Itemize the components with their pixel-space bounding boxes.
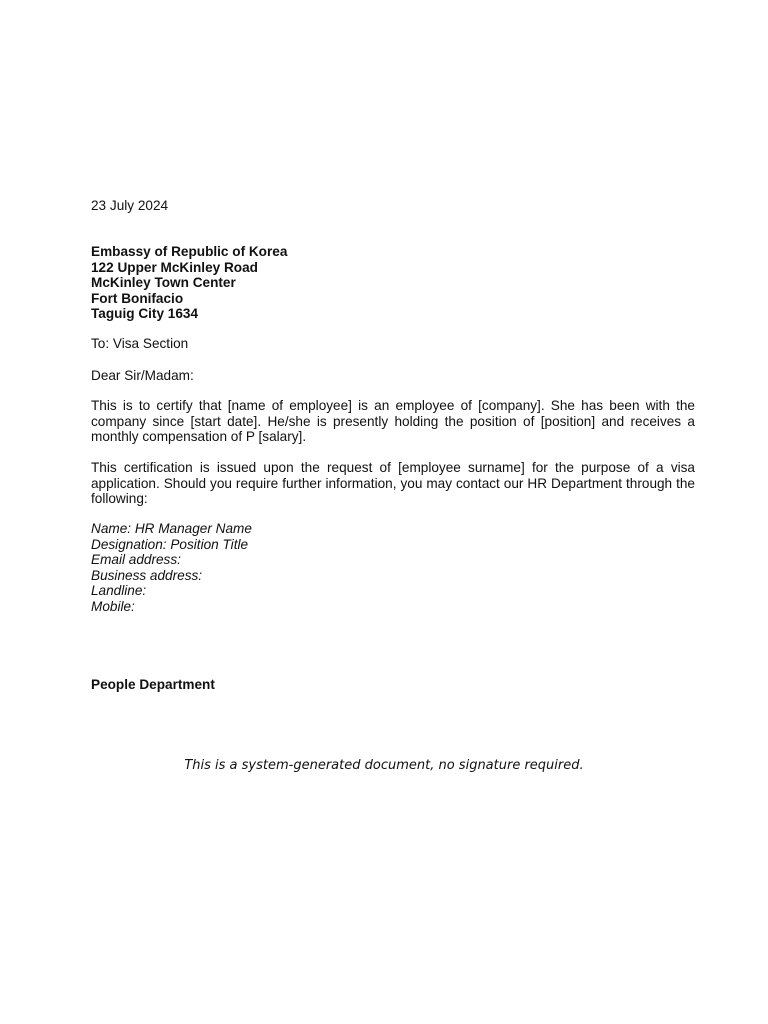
recipient-address — [91, 244, 695, 322]
to-line: To: Visa Section — [91, 336, 189, 351]
body-paragraph-1: This is to certify that [name of employee] is an employee of [company]. She has been with the company since [start date]. He/she is presently holding the position of [position] and receives a monthly compensation of P [salary]. — [91, 398, 695, 444]
contact-landline: Landline: — [91, 583, 147, 598]
contact-mobile: Mobile: — [91, 598, 135, 614]
salutation: Dear Sir/Madam: — [91, 368, 194, 383]
recipient-line-city: Taguig City 1634 — [91, 306, 199, 321]
contact-business-address: Business address: — [91, 567, 203, 583]
contact-designation: Designation: Position Title — [91, 536, 249, 552]
system-generated-note: This is a system-generated document, no signature required. — [184, 758, 584, 773]
recipient-line-street: 122 Upper McKinley Road — [91, 259, 258, 275]
body-paragraph-2: This certification is issued upon the request of [employee surname] for the purpose of a visa application. Should you require further information, you may contact our HR Department through the following: — [91, 460, 695, 506]
recipient-line-embassy: Embassy of Republic of Korea — [91, 244, 288, 259]
recipient-line-center: McKinley Town Center — [91, 275, 236, 290]
recipient-line-district: Fort Bonifacio — [91, 290, 184, 306]
contact-details — [91, 521, 695, 614]
letter-date: 23 July 2024 — [91, 198, 169, 213]
contact-name: Name: HR Manager Name — [91, 521, 252, 536]
sender-department: People Department — [91, 677, 215, 692]
contact-email: Email address: — [91, 552, 181, 567]
